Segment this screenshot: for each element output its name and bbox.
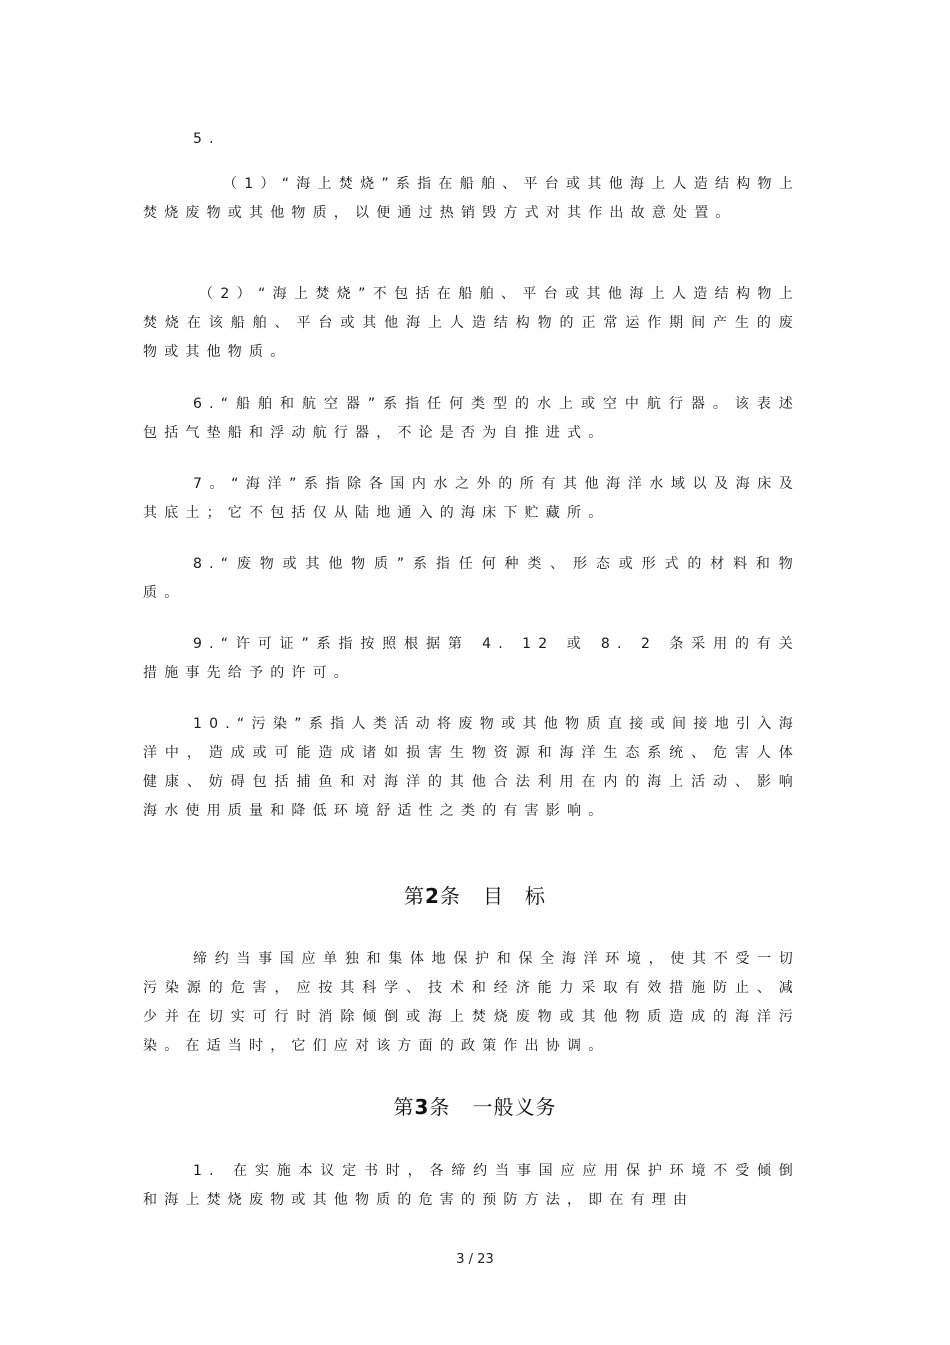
item-5-2-paragraph: （2）“海上焚烧”不包括在船舶、平台或其他海上人造结构物上焚烧在该船舶、平台或其他海上人造结构物的正常运作期间产生的废物或其他物质。	[143, 286, 800, 360]
item-9-paragraph: 9.“许可证”系指按照根据第 4. 12 或 8. 2 条采用的有关措施事先给予的许可。	[143, 636, 800, 681]
article-3-heading	[0, 1093, 950, 1121]
item-5-1-paragraph: （1）“海上焚烧”系指在船舶、平台或其他海上人造结构物上焚烧废物或其他物质，以便通过热销毁方式对其作出故意处置。	[143, 176, 800, 221]
item-6-paragraph: 6.“船舶和航空器”系指任何类型的水上或空中航行器。该表述包括气垫船和浮动航行器，不论是否为自推进式。	[143, 396, 800, 441]
article-3-item-1: 1. 在实施本议定书时，各缔约当事国应应用保护环境不受倾倒和海上焚烧废物或其他物质的危害的预防方法，即在有理由	[143, 1163, 800, 1208]
article-3-number: 3	[414, 1095, 430, 1119]
item-7-paragraph: 7。“海洋”系指除各国内水之外的所有其他海洋水域以及海床及其底土；它不包括仅从陆地通入的海床下贮藏所。	[143, 476, 800, 521]
item-5-number: 5.	[193, 131, 221, 147]
article-3-prefix: 第	[393, 1095, 415, 1119]
article-2-title: 目 标	[483, 884, 546, 908]
article-3-suffix: 条	[429, 1095, 451, 1119]
article-2-heading	[0, 882, 950, 910]
item-10-paragraph: 10.“污染”系指人类活动将废物或其他物质直接或间接地引入海洋中，造成或可能造成诸如损害生物资源和海洋生态系统、危害人体健康、妨碍包括捕鱼和对海洋的其他合法利用在内的海上活动、影响海水使用质量和降低环境舒适性之类的有害影响。	[143, 716, 800, 819]
article-2-body: 缔约当事国应单独和集体地保护和保全海洋环境，使其不受一切污染源的危害，应按其科学、技术和经济能力采取有效措施防止、减少并在切实可行时消除倾倒或海上焚烧废物或其他物质造成的海洋污染。在适当时，它们应对该方面的政策作出协调。	[143, 951, 800, 1054]
article-2-number: 2	[425, 884, 440, 908]
article-2-suffix: 条	[439, 884, 461, 908]
page-number: 3 / 23	[456, 1252, 494, 1267]
item-8-paragraph: 8.“废物或其他物质”系指任何种类、形态或形式的材料和物质。	[143, 556, 800, 601]
article-3-title: 一般义务	[472, 1095, 557, 1119]
article-2-prefix: 第	[404, 884, 425, 908]
